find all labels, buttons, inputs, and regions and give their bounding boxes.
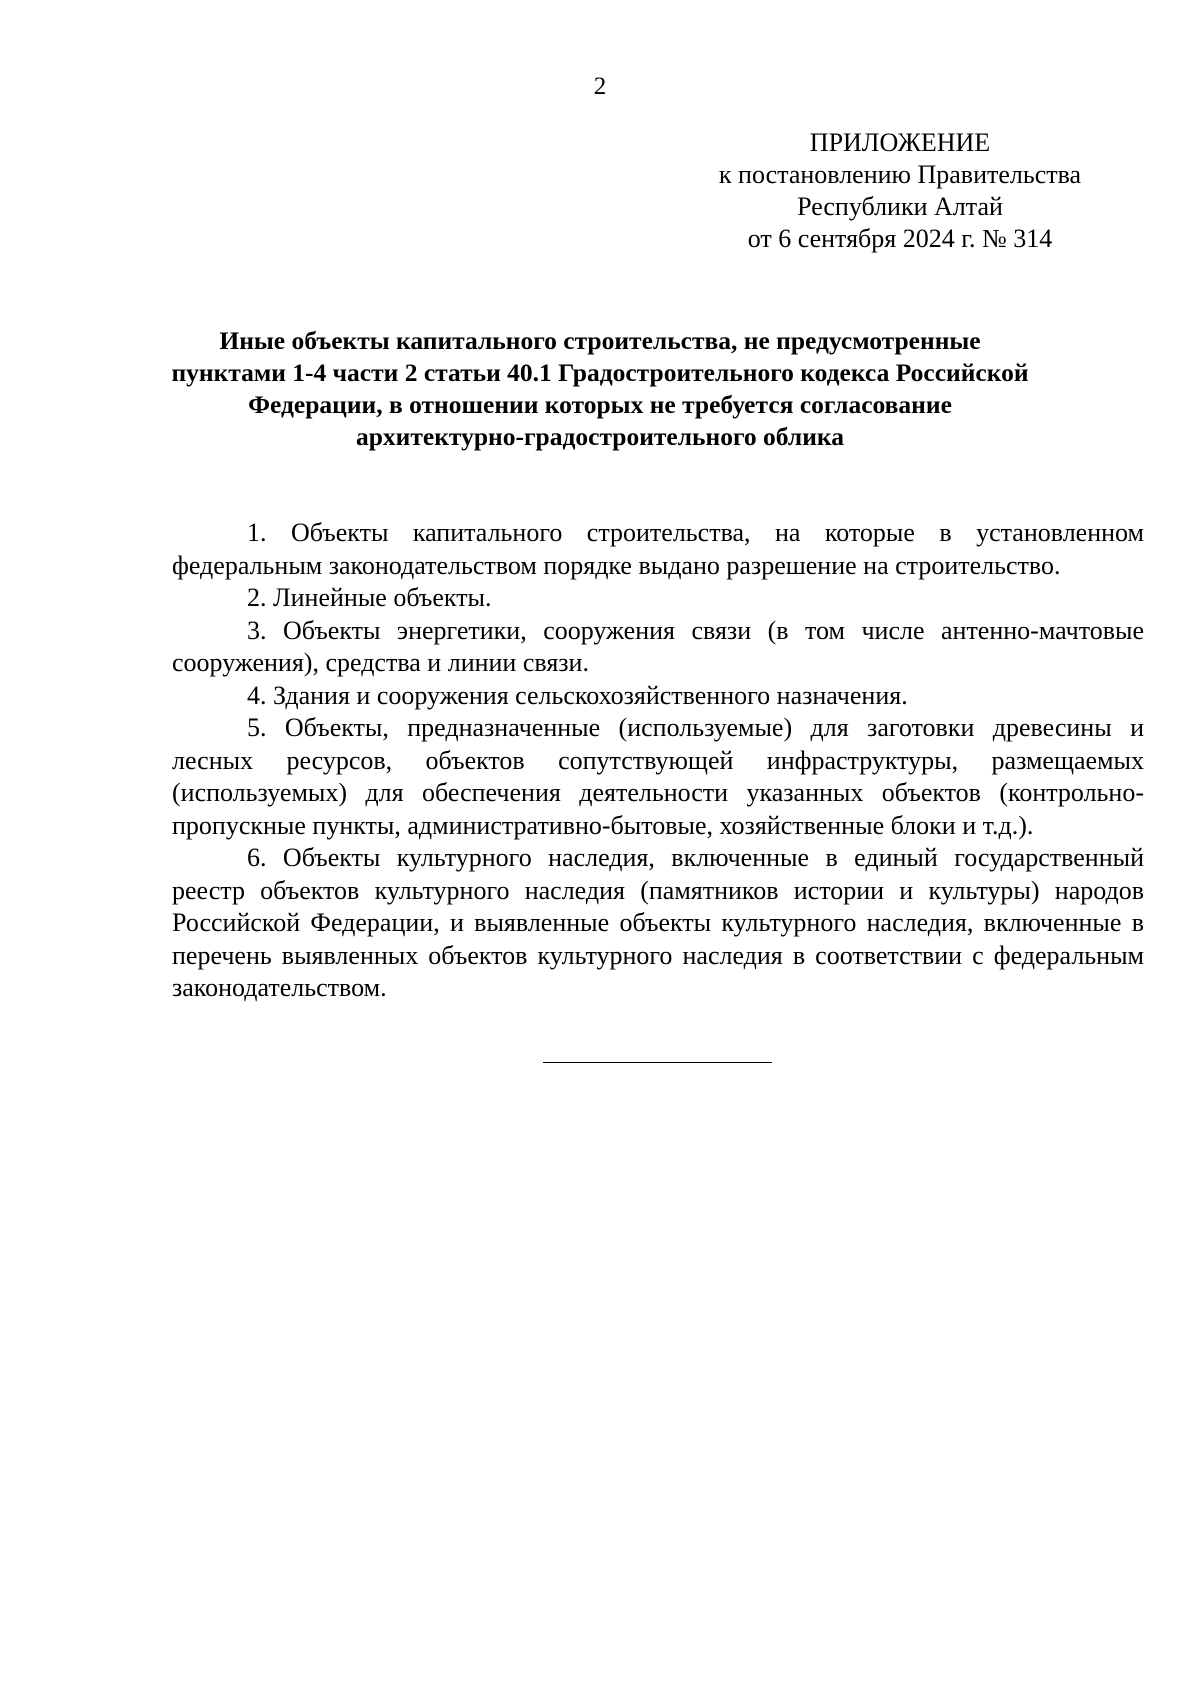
appendix-line-1: к постановлению Правительства bbox=[718, 160, 1082, 189]
closing-divider bbox=[543, 1062, 772, 1063]
list-item-1: 1. Объекты капитального строительства, на которые в установленном федеральным законодательством порядке выдано разрешение на строительство. bbox=[172, 518, 1144, 580]
page-number: 2 bbox=[593, 73, 607, 100]
document-title bbox=[150, 325, 1050, 453]
document-body bbox=[172, 517, 1144, 1005]
list-item-2: 2. Линейные объекты. bbox=[247, 583, 492, 612]
appendix-line-2: Республики Алтай bbox=[797, 192, 1003, 221]
appendix-label: ПРИЛОЖЕНИЕ bbox=[809, 128, 991, 157]
appendix-block bbox=[640, 127, 1160, 255]
appendix-line-3: от 6 сентября 2024 г. № 314 bbox=[747, 224, 1053, 253]
list-item-3: 3. Объекты энергетики, сооружения связи (в том числе антенно-мачтовые сооружения), средства и линии связи. bbox=[172, 615, 1144, 677]
list-item-5: 5. Объекты, предназначенные (используемые) для заготовки древесины и лесных ресурсов, объектов сопутствующей инфраструктуры, размещаемых (используемых) для обеспечения деятельности указанных объектов (контрольно-пропускные пункты, административно-бытовые, хозяйственные блоки и т.д.). bbox=[172, 713, 1144, 840]
title-line-1: Иные объекты капитального строительства, не предусмотренные bbox=[219, 326, 981, 355]
list-item-6: 6. Объекты культурного наследия, включенные в единый государственный реестр объектов культурного наследия (памятников истории и культуры) народов Российской Федерации, и выявленные объекты культурного наследия, включенные в перечень выявленных объектов культурного наследия в соответствии с федеральным законодательством. bbox=[172, 843, 1144, 1002]
title-line-3: Федерации, в отношении которых не требуется согласование bbox=[248, 390, 952, 419]
list-item-4: 4. Здания и сооружения сельскохозяйственного назначения. bbox=[247, 680, 908, 710]
title-line-2: пунктами 1-4 части 2 статьи 40.1 Градостроительного кодекса Российской bbox=[171, 358, 1029, 387]
title-line-4: архитектурно-градостроительного облика bbox=[356, 422, 844, 451]
